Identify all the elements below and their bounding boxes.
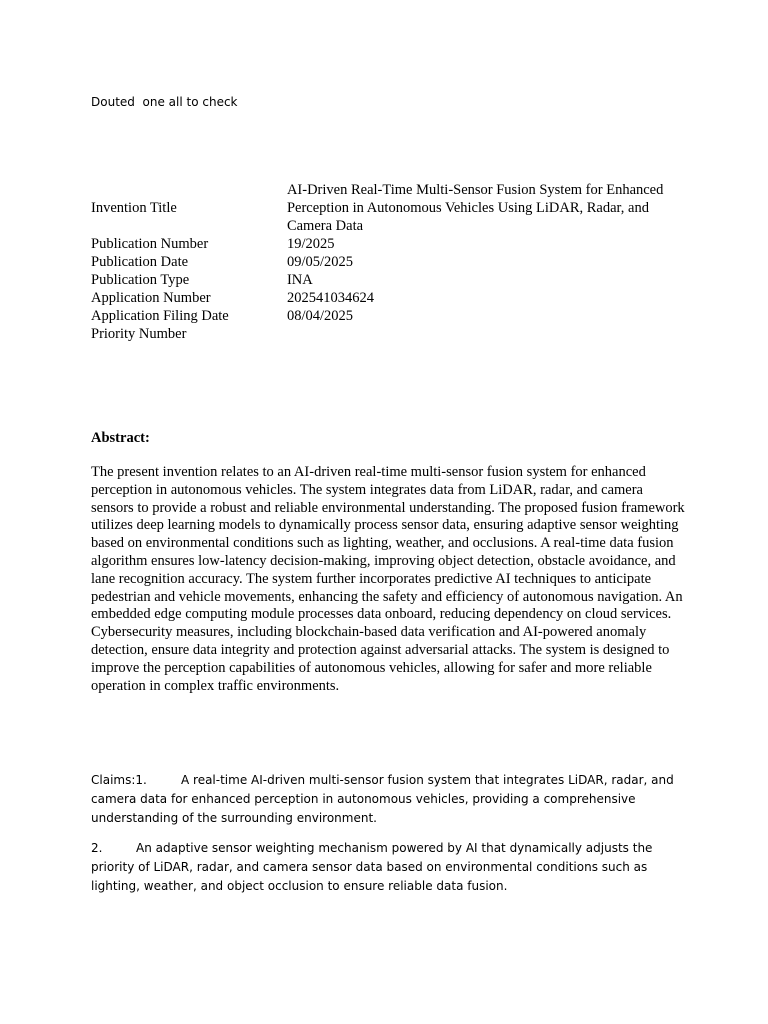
metadata-label: Publication Date xyxy=(91,254,189,270)
claim-text: A real-time AI-driven multi-sensor fusion system that integrates LiDAR, radar, and camera data for enhanced perception in autonomous vehicles, providing a comprehensive understanding of the surrounding environment. xyxy=(91,773,674,825)
review-note: Douted one all to check xyxy=(91,95,238,109)
claim-number: 2. xyxy=(91,841,103,855)
metadata-value: 09/05/2025 xyxy=(286,254,354,270)
metadata-label: Publication Type xyxy=(91,272,190,288)
metadata-label: Application Filing Date xyxy=(91,308,229,324)
metadata-row-publication-number xyxy=(91,235,691,253)
claim-item xyxy=(91,771,687,828)
metadata-row-publication-type xyxy=(91,271,691,289)
publication-metadata-table xyxy=(91,181,691,343)
metadata-row-invention-title xyxy=(91,181,691,235)
metadata-value: AI-Driven Real-Time Multi-Sensor Fusion System for Enhanced Perception in Autonomous Vehicles Using LiDAR, Radar, and Camera Data xyxy=(286,182,664,234)
metadata-row-priority-number xyxy=(91,325,691,343)
metadata-label: Publication Number xyxy=(91,236,209,252)
metadata-value xyxy=(287,325,691,343)
metadata-label: Invention Title xyxy=(91,200,177,216)
claim-text: An adaptive sensor weighting mechanism powered by AI that dynamically adjusts the priority of LiDAR, radar, and camera sensor data based on environmental conditions such as lighting, weather, and object occlusion to ensure reliable data fusion. xyxy=(91,841,653,893)
metadata-value: INA xyxy=(286,272,313,288)
metadata-row-application-number xyxy=(91,289,691,307)
metadata-label: Application Number xyxy=(91,290,211,306)
metadata-row-publication-date xyxy=(91,253,691,271)
abstract-body: The present invention relates to an AI-driven real-time multi-sensor fusion system for enhanced perception in autonomous vehicles. The system integrates data from LiDAR, radar, and camera sensors to provide a robust and reliable environmental understanding. The proposed fusion framework utilizes deep learning models to dynamically process sensor data, ensuring adaptive sensor weighting based on environmental conditions such as lighting, weather, and occlusions. A real-time data fusion algorithm ensures low-latency decision-making, improving object detection, obstacle avoidance, and lane recognition accuracy. The system further incorporates predictive AI techniques to anticipate pedestrian and vehicle movements, enhancing the safety and efficiency of autonomous navigation. An embedded edge computing module processes data onboard, reducing dependency on cloud services. Cybersecurity measures, including blockchain-based data verification and AI-powered anomaly detection, ensure data integrity and protection against adversarial attacks. The system is designed to improve the perception capabilities of autonomous vehicles, allowing for safer and more reliable operation in complex traffic environments. xyxy=(91,464,685,694)
metadata-value: 08/04/2025 xyxy=(286,308,354,324)
abstract-heading: Abstract: xyxy=(91,430,150,446)
metadata-label: Priority Number xyxy=(91,326,187,342)
claim-item xyxy=(91,839,687,896)
metadata-row-application-filing-date xyxy=(91,307,691,325)
claim-number: Claims:1. xyxy=(91,773,147,787)
metadata-value: 202541034624 xyxy=(286,290,374,306)
metadata-value: 19/2025 xyxy=(286,236,335,252)
